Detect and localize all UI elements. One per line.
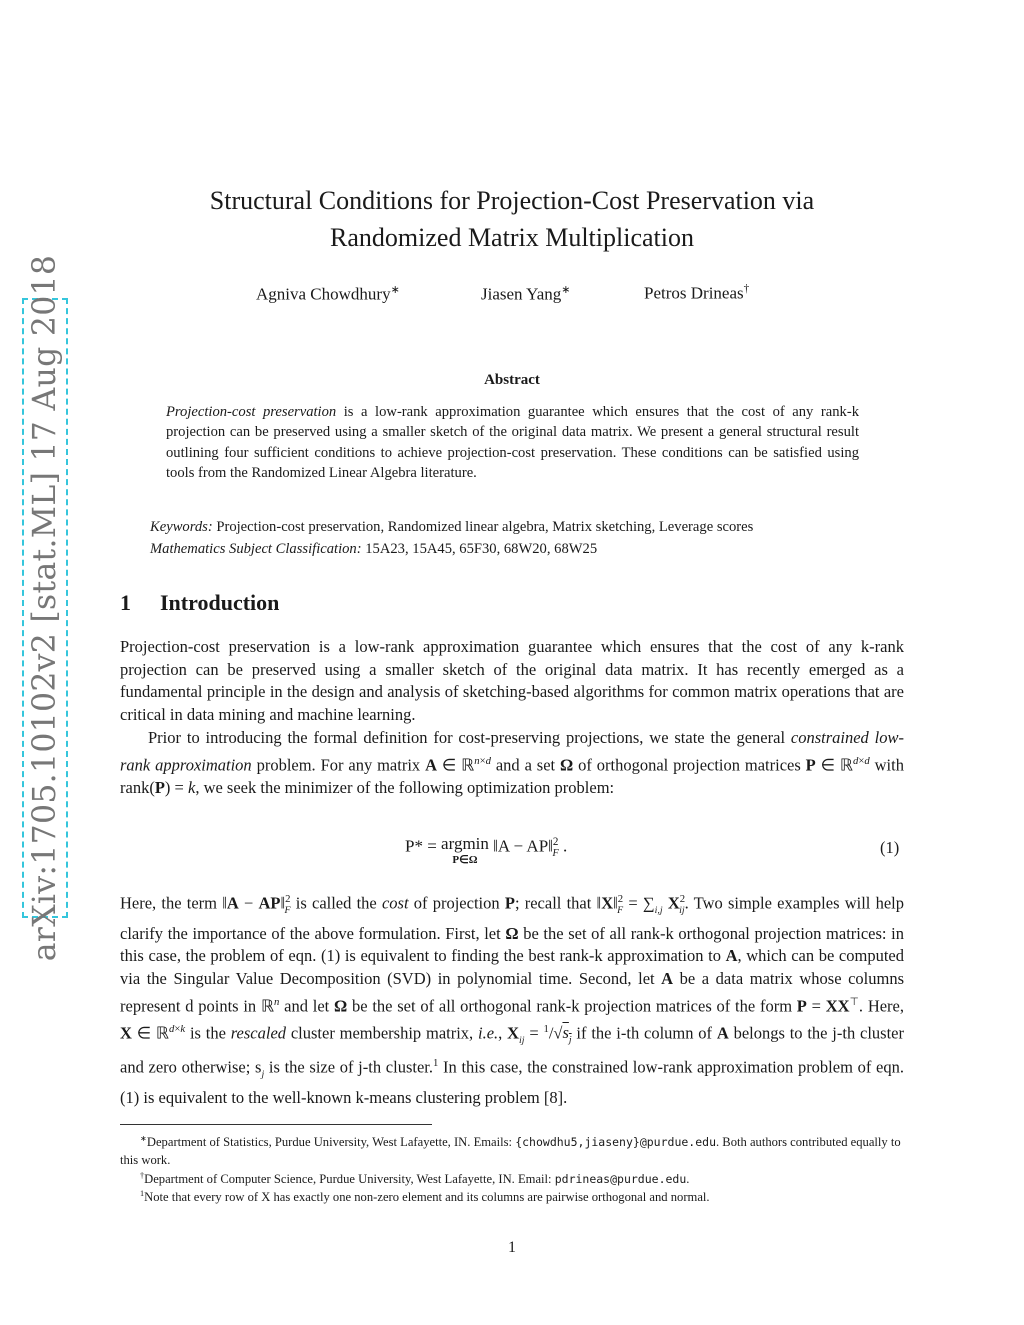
keywords: Keywords: Projection-cost preservation, Randomized linear algebra, Matrix sketching, Leverage scores bbox=[150, 519, 754, 535]
footnote-1: ∗Department of Statistics, Purdue University, West Lafayette, IN. Emails: {chowdhu5,jiaseny}@purdue.edu. Both authors contributed equally to this work. bbox=[120, 1134, 901, 1168]
intro-paragraph-2: Prior to introducing the formal definition for cost-preserving projections, we state the general constrained low-rank approximation problem. For any matrix A ∈ ℝ$^{n\times d}$ and a set Ω of orthogonal projection matrices P ∈ ℝ$^{d\times d}$ with rank(P) = k, we seek the minimizer of the following optimization problem: bbox=[120, 728, 904, 797]
intro-paragraph-3: Here, the term ‖A − AP‖$^2_F$ is called the cost of projection P; recall that ‖X‖$^2_F$ = $\sum_{i,j}$ $X^2_{ij}$. Two simple examples will help clarify the importance of the above formulation. First, let Ω be the set of all rank-k orthogonal projection matrices: in this case, the problem of eqn. (1) is equivalent to finding the best rank-k approximation to A, which can be computed via the Singular Value Decomposition (SVD) in polynomial time. Second, let A be a data matrix whose columns represent d points in ℝ$^n$ and let Ω be the set of all orthogonal rank-k projection matrices of the form P = XX⊤. Here, X ∈ ℝ$^{d\times k}$ is the rescaled cluster membership matrix, i.e., $X_{ij} = ^1/√s_j$ if the i-th column of A belongs to the j-th cluster and zero otherwise; $s_j$ is the size of j-th cluster.$^1$ In this case, the constrained low-rank approximation problem of eqn. (1) is equivalent to the well-known k-means clustering problem [8]. bbox=[120, 893, 905, 1107]
author-1: Agniva Chowdhury∗ bbox=[256, 284, 400, 304]
abstract-heading: Abstract bbox=[484, 372, 540, 388]
page-number: 1 bbox=[508, 1239, 516, 1256]
footnote-2: †Department of Computer Science, Purdue University, West Lafayette, IN. Email: pdrineas@purdue.edu. bbox=[140, 1171, 690, 1187]
paper-title-line-2: Randomized Matrix Multiplication bbox=[330, 223, 694, 252]
msc-classification: Mathematics Subject Classification: 15A23, 15A45, 65F30, 68W20, 68W25 bbox=[150, 541, 598, 557]
section-heading: 1 Introduction bbox=[120, 590, 280, 615]
intro-paragraph-1: Projection-cost preservation is a low-rank approximation guarantee which ensures that the cost of any k-rank projection can be preserved using a smaller sketch of the original data matrix. It has recently emerged as a fundamental principle in the design and analysis of sketching-based algorithms for common matrix operations that are critical in data mining and machine learning. bbox=[120, 637, 904, 725]
arxiv-stamp: arXiv:1705.10102v2 [stat.ML] 17 Aug 2018 bbox=[27, 254, 63, 962]
author-3: Petros Drineas† bbox=[644, 283, 750, 303]
equation-1: P* = argmin P∈Ω ‖A − AP‖$^2_F$ . bbox=[405, 834, 568, 866]
author-2: Jiasen Yang∗ bbox=[481, 284, 571, 304]
abstract-body: Projection-cost preservation is a low-rank approximation guarantee which ensures that the cost of any rank-k projection can be preserved using a smaller sketch of the original data matrix. We present a general structural result outlining four sufficient conditions to achieve projection-cost preservation. These conditions can be satisfied using tools from the Randomized Linear Algebra literature. bbox=[166, 404, 859, 481]
paper-title-line-1: Structural Conditions for Projection-Cost Preservation via bbox=[209, 186, 815, 215]
equation-number: (1) bbox=[880, 838, 900, 857]
footnote-3: $^1$Note that every row of X has exactly one non-zero element and its columns are pairwise orthogonal and normal. bbox=[140, 1189, 710, 1205]
footnote-rule bbox=[120, 1124, 432, 1125]
